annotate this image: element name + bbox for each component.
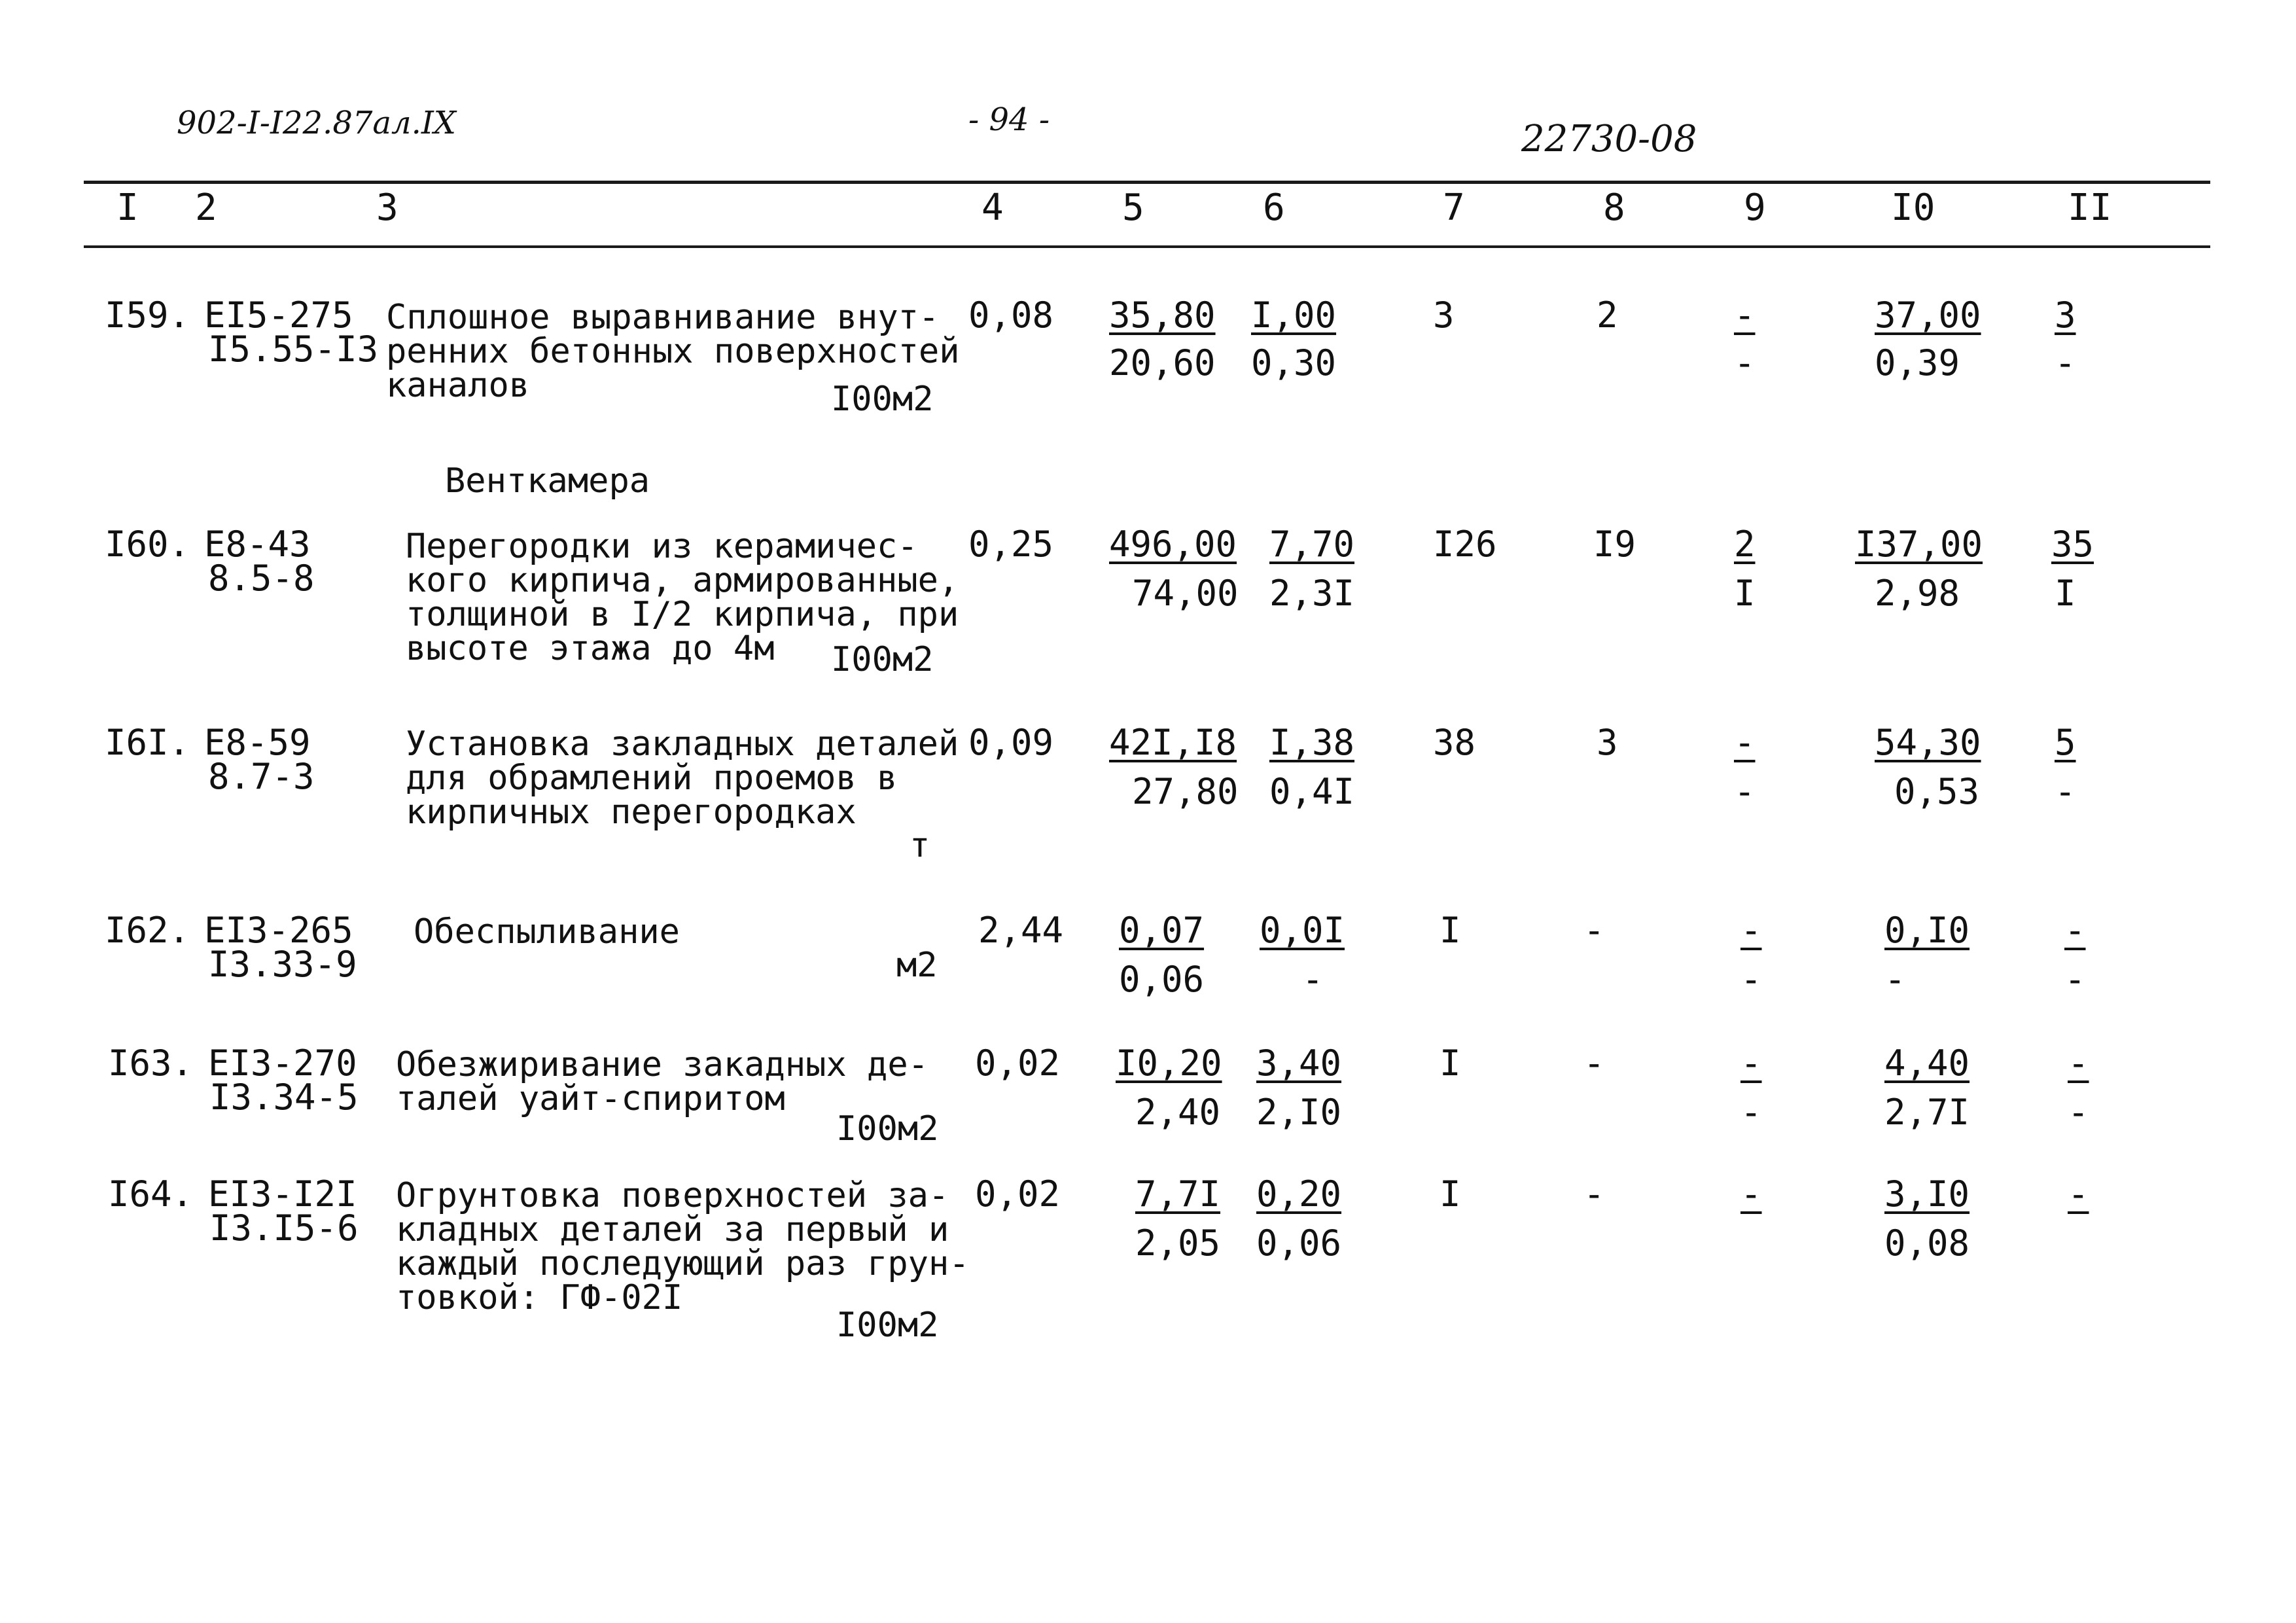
col11-top: 35 [2051,524,2094,565]
col7: I [1439,1043,1461,1084]
row-number: I62. [105,910,190,951]
col9-bottom: I [1734,573,1756,614]
rate-code: E8-59 [204,722,311,763]
col9-bottom: - [1734,342,1756,383]
rate-subcode: I5.55-I3 [208,329,379,370]
row-number: I59. [105,294,190,336]
header-top-rule [84,181,2210,184]
col8: - [1583,910,1605,951]
work-description-line: кладных деталей за первый и [396,1210,949,1249]
col9-bottom: - [1740,1092,1762,1133]
col5-bottom: 20,60 [1109,342,1216,383]
col8: 3 [1597,722,1618,763]
col10-bottom: - [1884,959,1906,1000]
work-description-line: ренних бетонных поверхностей [386,332,960,371]
col6-top: 7,70 [1269,524,1355,565]
col11-top: - [2064,910,2086,951]
col5-bottom: 2,40 [1135,1092,1221,1133]
document-code: 902-I-I22.87ал.IX [177,105,456,141]
col9-bottom: - [1734,771,1756,812]
col10-top: 3,I0 [1884,1173,1970,1215]
col6-top: 0,0I [1260,910,1345,951]
row-number: I6I. [105,722,190,763]
rate-subcode: I3.33-9 [208,944,357,985]
work-description-line: каждый последующий раз грун- [396,1244,970,1283]
quantity: 0,25 [968,524,1054,565]
col9-top: - [1734,294,1756,336]
work-description-line: Установка закладных деталей [406,724,959,764]
column-header: 6 [1263,187,1285,229]
col11-bottom: - [2068,1092,2089,1133]
col5-bottom: 27,80 [1132,771,1239,812]
col10-top: 54,30 [1875,722,1981,763]
work-description-line: талей уайт-спиритом [396,1079,785,1118]
col10-bottom: 2,7I [1884,1092,1970,1133]
work-description-line: толщиной в I/2 кирпича, при [406,595,959,634]
col7: 3 [1433,294,1455,336]
quantity: 0,08 [968,294,1054,336]
col6-top: I,00 [1251,294,1337,336]
rate-code: EI3-265 [204,910,353,951]
col7: I [1439,1173,1461,1215]
work-description-line: Обезжиривание закадных де- [396,1045,928,1084]
col10-top: 4,40 [1884,1043,1970,1084]
work-description-line: Обеспыливание [414,912,680,952]
col9-top: 2 [1734,524,1756,565]
col6-bottom: 2,3I [1269,573,1355,614]
col5-top: 0,07 [1119,910,1205,951]
col10-top: I37,00 [1855,524,1983,565]
quantity: 0,02 [975,1173,1061,1215]
page-number: - 94 - [968,101,1050,138]
rate-code: EI3-270 [208,1043,357,1084]
col11-bottom: - [2055,771,2076,812]
column-header: 7 [1443,187,1465,229]
col8: I9 [1593,524,1636,565]
column-header: 9 [1744,187,1766,229]
unit-of-measure: I00м2 [831,380,934,419]
unit-of-measure: т [910,826,930,865]
col6-bottom: - [1302,959,1324,1000]
col9-bottom: - [1740,959,1762,1000]
col9-top: - [1734,722,1756,763]
unit-of-measure: I00м2 [836,1306,939,1345]
col7: I26 [1433,524,1497,565]
column-header: 3 [376,187,398,229]
column-header: 8 [1603,187,1625,229]
stamp-number: 22730-08 [1521,118,1697,160]
unit-of-measure: I00м2 [836,1109,939,1149]
col10-top: 37,00 [1875,294,1981,336]
col5-top: 7,7I [1135,1173,1221,1215]
rate-subcode: I3.I5-6 [209,1207,359,1249]
col11-top: 5 [2055,722,2076,763]
col5-top: I0,20 [1116,1043,1222,1084]
column-header: I [116,187,139,229]
col8: - [1583,1043,1605,1084]
col5-bottom: 0,06 [1119,959,1205,1000]
col5-top: 496,00 [1109,524,1237,565]
col5-top: 35,80 [1109,294,1216,336]
col10-bottom: 2,98 [1875,573,1960,614]
work-description-line: Сплошное выравнивание внут- [386,298,940,337]
work-description-line: Огрунтовка поверхностей за- [396,1176,949,1215]
work-description-line: каналов [386,366,530,405]
unit-of-measure: м2 [896,946,938,985]
col10-bottom: 0,39 [1875,342,1960,383]
col6-top: 3,40 [1256,1043,1342,1084]
rate-subcode: I3.34-5 [209,1077,359,1118]
unit-of-measure: I00м2 [831,640,934,679]
rate-subcode: 8.7-3 [208,756,315,797]
quantity: 0,09 [968,722,1054,763]
work-description-line: кого кирпича, армированные, [406,561,959,600]
col5-top: 42I,I8 [1109,722,1237,763]
row-number: I64. [108,1173,194,1215]
col8: 2 [1597,294,1618,336]
row-number: I63. [108,1043,194,1084]
rate-subcode: 8.5-8 [208,558,315,599]
col10-bottom: 0,53 [1894,771,1980,812]
col6-bottom: 0,4I [1269,771,1355,812]
col11-top: - [2068,1043,2089,1084]
column-header: 5 [1122,187,1144,229]
col5-bottom: 2,05 [1135,1222,1221,1264]
col9-top: - [1740,910,1762,951]
col11-bottom: I [2055,573,2076,614]
col9-top: - [1740,1043,1762,1084]
work-description-line: кирпичных перегородках [406,793,857,832]
col6-top: I,38 [1269,722,1355,763]
column-header: I0 [1891,187,1935,229]
col11-top: - [2068,1173,2089,1215]
col10-bottom: 0,08 [1884,1222,1970,1264]
col5-bottom: 74,00 [1132,573,1239,614]
col9-top: - [1740,1173,1762,1215]
col7: 38 [1433,722,1476,763]
col6-top: 0,20 [1256,1173,1342,1215]
work-description-line: товкой: ГФ-02I [396,1278,683,1317]
work-description-line: Перегородки из керамичес- [406,527,918,566]
col8: - [1583,1173,1605,1215]
col7: I [1439,910,1461,951]
quantity: 0,02 [975,1043,1061,1084]
col6-bottom: 0,30 [1251,342,1337,383]
col11-bottom: - [2064,959,2086,1000]
col6-bottom: 2,I0 [1256,1092,1342,1133]
col11-top: 3 [2055,294,2076,336]
col6-bottom: 0,06 [1256,1222,1342,1264]
column-header: II [2068,187,2112,229]
rate-code: E8-43 [204,524,311,565]
section-title: Венткамера [445,461,650,501]
column-header: 2 [195,187,217,229]
col10-top: 0,I0 [1884,910,1970,951]
col11-bottom: - [2055,342,2076,383]
rate-code: EI3-I2I [208,1173,357,1215]
quantity: 2,44 [978,910,1064,951]
column-header: 4 [981,187,1004,229]
work-description-line: высоте этажа до 4м [406,629,775,668]
rate-code: EI5-275 [204,294,353,336]
row-number: I60. [105,524,190,565]
header-bottom-rule [84,245,2210,248]
work-description-line: для обрамлений проемов в [406,758,898,798]
